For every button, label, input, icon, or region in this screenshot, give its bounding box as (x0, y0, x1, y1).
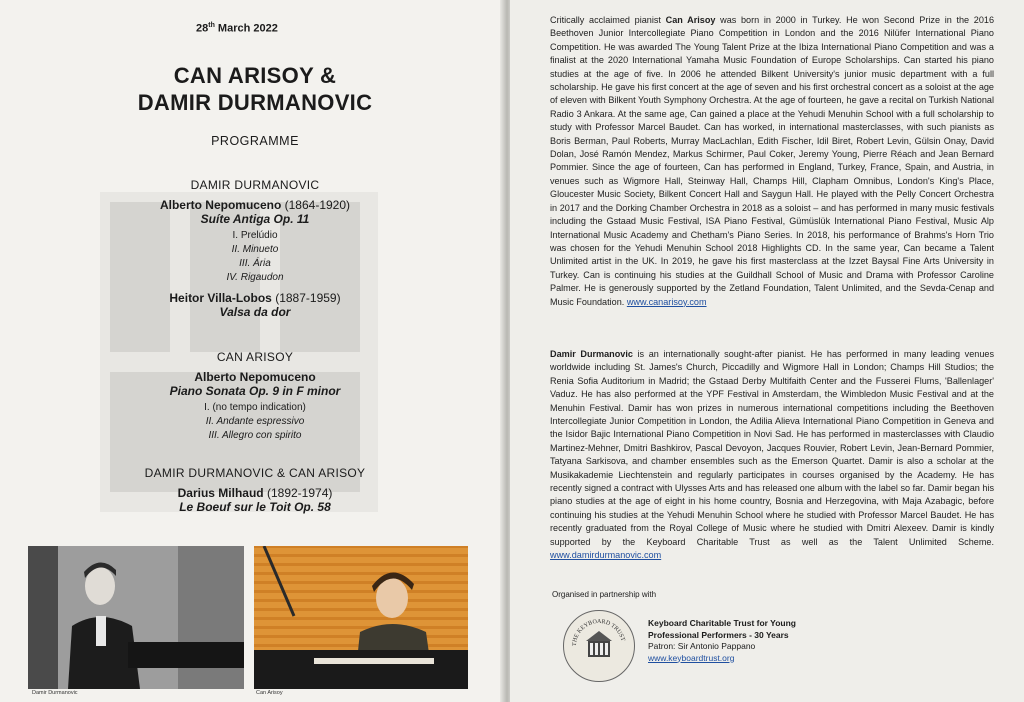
section-damir (110, 178, 400, 319)
left-page (0, 0, 506, 702)
work-title: Suíte Antiga Op. 11 (200, 212, 310, 226)
movement-list: I. (no tempo indication) II. Andante espressivo III. Allegro con spirito (204, 402, 306, 441)
composer: Darius Milhaud (1892-1974) (177, 486, 333, 500)
photo-can (254, 546, 468, 689)
can-website-link[interactable]: www.canarisoy.com (626, 296, 707, 307)
composer: Alberto Nepomuceno (1864-1920) (159, 198, 351, 212)
svg-text:THE KEYBOARD TRUST: THE KEYBOARD TRUST (571, 618, 626, 647)
movement-list: I. Prelúdio II. Minueto III. Ária IV. Rigaudon (226, 230, 284, 283)
organised-label: Organised in partnership with (552, 590, 657, 599)
section-duo (110, 466, 400, 514)
programme-heading: PROGRAMME (211, 134, 299, 148)
section-can (110, 350, 400, 443)
performer-heading: DAMIR DURMANOVIC & CAN ARISOY (144, 466, 366, 480)
work-title: Piano Sonata Op. 9 in F minor (169, 384, 341, 398)
work-title: Valsa da dor (219, 305, 291, 319)
composer: Alberto Nepomuceno (194, 370, 316, 384)
keyboard-trust-link[interactable]: www.keyboardtrust.org (648, 652, 735, 663)
photo-damir (28, 546, 244, 689)
keyboard-trust-info: Keyboard Charitable Trust for Young Professional Performers - 30 Years Patron: Sir Antonio Pappano www.keyboardtrust.org (648, 618, 796, 663)
composer: Heitor Villa-Lobos (1887-1959) (169, 291, 341, 305)
work-title: Le Boeuf sur le Toit Op. 58 (179, 500, 331, 514)
performer-heading: DAMIR DURMANOVIC (190, 178, 320, 192)
bio-can: Critically acclaimed pianist Can Arisoy was born in 2000 in Turkey. He won Second Prize in the 2016 Beethoven Junior Intercollegiate Piano Competition in London and the 2016 Nilüfer International Piano Competition. He was awarded The Young Talent Prize at the Ibiza International Piano Competition and was a finalist at the 2020 International Yamaha Music Foundation of Europe Scholarships. Can started his piano studies at the age of five. In 2006 he attended Bilkent University's junior music department with a full scholarship. He gave his first concert at the age of seven and his first orchestral concert as a soloist at the age of eleven with Bilkent Youth Symphony Orchestra. At the age of fourteen, he gave a recital on Turkish National Radio 3 Ankara. At the same age, Can gained a place at the Yehudi Menuhin School with a full scholarship to study with Professor Marcel Baudet. Can has worked, in international masterclasses, with such pianists as Boris Berman, Paul Roberts, Murray MacLachlan, Edith Fischer, Idil Biret, Robert Levin, Gülsin Onay, David Dolan, José Ramón Mendez, Markus Schirmer, Paul Coker, Jeremy Young, Pierre Réach and Jean Bernard Pommier. Since the age of fourteen, Can has performed in England, Turkey, France, Spain, and Austria, in venues such as Wigmore Hall, Steinway Hall, Champs Hill, Clapham Omnibus, London's King's Place, Gloucester Music Society, Bilkent Concert Hall and Saygun Hall. He played with the Pelly Concert Orchestra in 2017 and the Dorking Chamber Orchestra in 2018 as a soloist – and has performed in many music festivals including the Gstaad Music Festival, ISA Piano Festival, Gümüslük International Piano Festival, Music Alp International Music Academy and Chetham's Piano Series. In 2018, his performance of Brahms's Horn Trio was chosen for the Yehudi Menuhin School 2018 Highlights CD. In the same year, Can became a Talent Unlimited artist in the UK. In 2019, he gave his first masterclass at the Izzet Baysal Fine Arts University in Turkey. Can is continuing his studies at the Guildhall School of Music and Drama with Professor Caroline Palmer. He is generously supported by the Zetland Foundation, Talent Unlimited, and the Sevda-Cenap and Music Foundation. www.canarisoy.com (550, 15, 994, 307)
bio-damir: Damir Durmanovic is an internationally sought-after pianist. He has performed in many leading venues worldwide including St. James's Church, Piccadilly and Wigmore Hall in London; Champs Hill Studios; the Renia Sofia Auditorium in Madrid; the Gstaad Derby Multifaith Center and the Fusserei Flums, 'Ballenlager' Vaduz. He has also performed at the YPF Festival in Amsterdam, the Wimbledon Music Festival and at the Menuhin Festival. Damir has won prizes in numerous international competitions including the Beethoven Intercollegiate Junior Competition in London, the Adilia Alieva International Piano Competition in Geneva and the Isidor Bajic International Piano Competition in Novi Sad. He has performed in masterclasses with Claudio Martinez-Mehner, Dmitri Bashkirov, Pascal Devoyon, Jacques Rouvier, Robert Levin, Jean-Bernard Pommier, Tatyana Sarkisova, and chamber ensembles such as the Emerson Quartet. Damir is also a scholar at the Musikakademie Liechtenstein and regularly participates in courses organised by the Academy. He has recently signed a contract with Ulysses Arts and has released one album with the label so far. Damir began his piano studies at the age of eight in his home country, Bosnia and Herzegovina, with Maja Azabagic, before continuing his studies at the Yehudi Menuhin School where he studied with Professor Marcel Baudet. He has recently graduated from the Royal College of Music where he studied with Dmitri Alexeev. Damir is kindly supported by the Keyboard Charitable Trust as well as the Talent Unlimited Scheme. www.damirdurmanovic.com (550, 349, 994, 561)
photo-caption: Damir Durmanovic (32, 690, 78, 696)
concert-date: 28th March 2022 (196, 22, 278, 35)
photo-caption: Can Arisoy (256, 690, 283, 696)
damir-website-link[interactable]: www.damirdurmanovic.com (550, 550, 662, 561)
keyboard-trust-logo (563, 610, 635, 682)
page-title: CAN ARISOY & DAMIR DURMANOVIC (137, 63, 373, 115)
performer-heading: CAN ARISOY (216, 350, 294, 364)
